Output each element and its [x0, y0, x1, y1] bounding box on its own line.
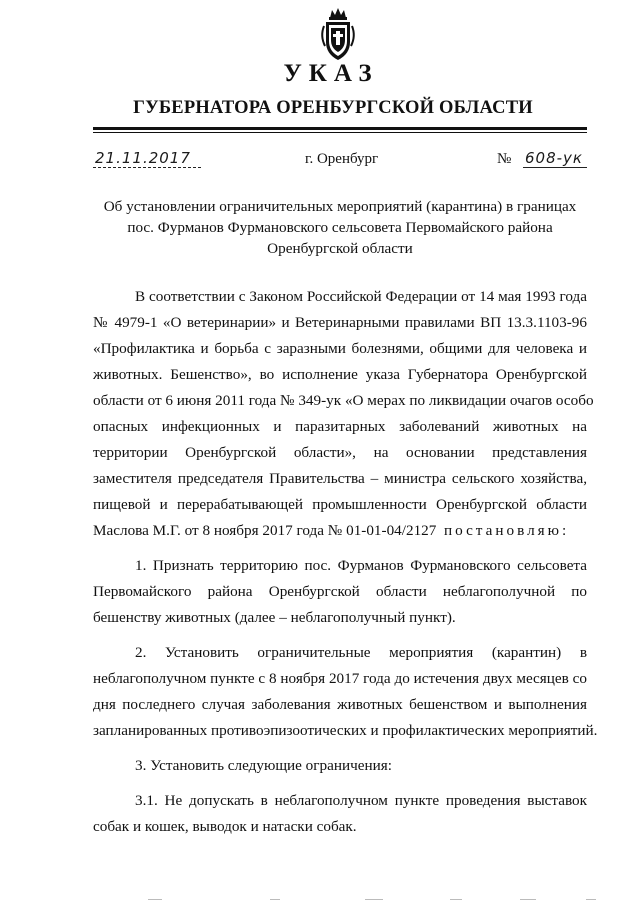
meta-row [0, 148, 640, 172]
decree-word: постановляю: [443, 522, 570, 539]
number-sign: № [497, 151, 512, 167]
scan-artifacts [0, 893, 640, 905]
text-line: пищевой и перерабатывающей промышленности Оренбургской области [93, 496, 587, 513]
text-line: Первомайского района Оренбургской области неблагополучной по [93, 583, 587, 600]
handwritten-date: 21.11.2017 [95, 149, 191, 167]
text-line: запланированных противоэпизоотических и профилактических мероприятий. [93, 722, 598, 739]
text-line: опасных инфекционных и паразитарных заболеваний животных на [93, 418, 587, 435]
text-line: В соответствии с Законом Российской Федерации от 14 мая 1993 года [135, 288, 587, 305]
item-1 [93, 553, 587, 631]
preamble-closing: Маслова М.Г. от 8 ноября 2017 года № 01-01-04/2127 [93, 522, 437, 539]
text-line: 1. Признать территорию пос. Фурманов Фурмановского сельсовета [135, 557, 587, 574]
item-3 [93, 753, 587, 779]
text-line: территории Оренбургской области», на основании представления [93, 444, 587, 461]
header-rule-thin [93, 132, 587, 133]
text-line: 3. Установить следующие ограничения: [135, 757, 392, 774]
text-line [93, 518, 587, 544]
decree-subject [93, 196, 587, 259]
text-line: бешенству животных (далее – неблагополучный пункт). [93, 609, 456, 626]
text-line: «Профилактика и борьба с заразными болезнями, общими для человека и [93, 340, 587, 357]
document-issuer: ГУБЕРНАТОРА ОРЕНБУРГСКОЙ ОБЛАСТИ [133, 98, 533, 118]
subject-line: Об установлении ограничительных мероприятий (карантина) в границах [103, 198, 577, 215]
text-line: неблагополучном пункте с 8 ноября 2017 года до истечения двух месяцев со [93, 670, 587, 687]
text-line: области от 6 июня 2011 года № 349-ук «О мерах по ликвидации очагов особо [93, 392, 594, 409]
date-underline [93, 167, 201, 168]
text-line: животных. Бешенство», во исполнение указа Губернатора Оренбургской [93, 366, 587, 383]
text-line: собак и кошек, выводок и натаски собак. [93, 818, 357, 835]
text-line: 2. Установить ограничительные мероприятия (карантин) в [135, 644, 587, 661]
preamble-paragraph [93, 284, 594, 544]
text-line: № 4979-1 «О ветеринарии» и Ветеринарными правилами ВП 13.3.1103-96 [93, 314, 587, 331]
item-2 [93, 640, 598, 744]
issue-city: г. Оренбург [305, 151, 379, 167]
text-line: 3.1. Не допускать в неблагополучном пункте проведения выставок [135, 792, 587, 809]
item-3-1 [93, 788, 587, 840]
coat-of-arms-icon [318, 6, 358, 62]
subject-line: пос. Фурманов Фурмановского сельсовета Первомайского района [127, 219, 553, 236]
handwritten-number: 608-ук [525, 149, 583, 167]
subject-line: Оренбургской области [267, 240, 413, 257]
number-underline [523, 167, 587, 168]
decree-body [93, 284, 598, 840]
text-line: заместителя председателя Правительства – министра сельского хозяйства, [93, 470, 587, 487]
text-line: дня последнего случая заболевания животных бешенством и выполнения [93, 696, 587, 713]
document-title: УКАЗ [283, 60, 379, 87]
header-rule-thick [93, 127, 587, 130]
